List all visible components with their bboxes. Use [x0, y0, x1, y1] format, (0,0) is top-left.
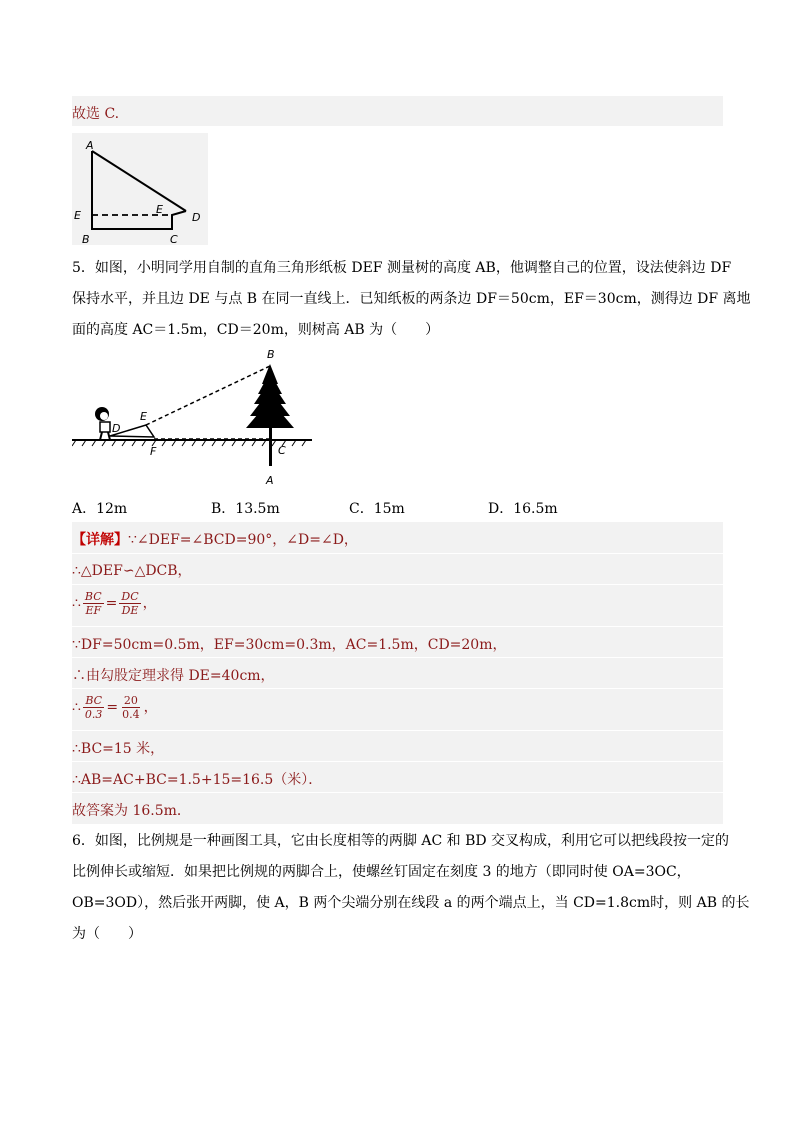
- fig2-label-d: D: [112, 422, 121, 435]
- fig2-label-c: C: [278, 444, 286, 457]
- fig2-label-e: E: [140, 410, 147, 423]
- fig2-label-f: F: [150, 445, 157, 458]
- q5-option-a[interactable]: A．12m: [72, 501, 128, 517]
- fraction-dc-de: $\frac{DC}{DE}$: [121, 590, 139, 617]
- q5-line-1: 5．如图，小明同学用自制的直角三角形纸板 DEF 测量树的高度 AB，他调整自己的位置，设法使斜边 DF: [72, 260, 732, 276]
- prev-solution-block: [72, 96, 723, 126]
- prev-solution-figure: [72, 133, 208, 245]
- detail-line-4: ∵DF=50cm=0.5m，EF=30cm=0.3m，AC=1.5m，CD=20m，: [72, 637, 507, 653]
- fig2-label-b: B: [267, 348, 275, 361]
- q6-line-4: 为（ ）: [72, 926, 142, 942]
- detail-line-8: ∴AB=AC+BC=1.5+15=16.5（米）．: [72, 772, 323, 788]
- q5-line-2: 保持水平，并且边 DE 与点 B 在同一直线上．已知纸板的两条边 DF＝50cm，EF＝30cm，测得边 DF 离地: [72, 291, 751, 307]
- q6-line-2: 比例伸长或缩短．如果把比例规的两脚合上，使螺丝钉固定在刻度 3 的地方（即同时使 OA=3OC，: [72, 864, 691, 880]
- fraction-20-0-4: $\frac{20}{0.4}$: [122, 694, 140, 721]
- fraction-bc-ef: $\frac{BC}{EF}$: [84, 590, 102, 617]
- fig1-label-e-inner: E: [156, 203, 163, 216]
- fig1-label-c: C: [170, 233, 178, 245]
- fig1-label-e-left: E: [74, 209, 81, 222]
- person-icon: [95, 407, 110, 440]
- q5-figure: [72, 346, 320, 488]
- fig1-label-a: A: [86, 139, 94, 152]
- detail-line-5: ∴由勾股定理求得 DE=40cm，: [72, 668, 275, 684]
- fig1-label-d: D: [192, 211, 201, 224]
- q6-line-1: 6．如图，比例规是一种画图工具，它由长度相等的两脚 AC 和 BD 交叉构成，利用它可以把线段按一定的: [72, 833, 730, 849]
- detail-line-3: ∴ $\frac{BC}{EF}$ = $\frac{DC}{DE}$ ，: [72, 590, 157, 617]
- q5-line-3: 面的高度 AC＝1.5m，CD＝20m，则树高 AB 为（ ）: [72, 322, 440, 338]
- detail-line-6: ∴ $\frac{BC}{0.3}$ = $\frac{20}{0.4}$ ，: [72, 694, 158, 721]
- detail-line-2: ∴△DEF∽△DCB，: [72, 563, 192, 579]
- tree-icon: [246, 364, 294, 428]
- detail-line-1-text: ∵∠DEF=∠BCD=90°，∠D=∠D，: [128, 532, 358, 548]
- prev-solution-conclusion: 故选 C.: [72, 106, 120, 122]
- detail-line-7: ∴BC=15 米，: [72, 741, 165, 757]
- detail-tag: 【详解】: [72, 532, 128, 548]
- q6-line-3: OB=3OD），然后张开两脚，使 A，B 两个尖端分别在线段 a 的两个端点上，当 CD=1.8cm时，则 AB 的长: [72, 895, 750, 911]
- q5-option-d[interactable]: D．16.5m: [488, 501, 558, 517]
- detail-line-9: 故答案为 16.5m．: [72, 803, 191, 819]
- fig1-label-b: B: [82, 233, 90, 245]
- q5-option-c[interactable]: C．15m: [349, 501, 405, 517]
- detail-line-1: [72, 529, 358, 549]
- q5-option-b[interactable]: B．13.5m: [211, 501, 280, 517]
- fig2-label-a: A: [266, 474, 274, 487]
- fraction-bc-0-3: $\frac{BC}{0.3}$: [84, 694, 103, 721]
